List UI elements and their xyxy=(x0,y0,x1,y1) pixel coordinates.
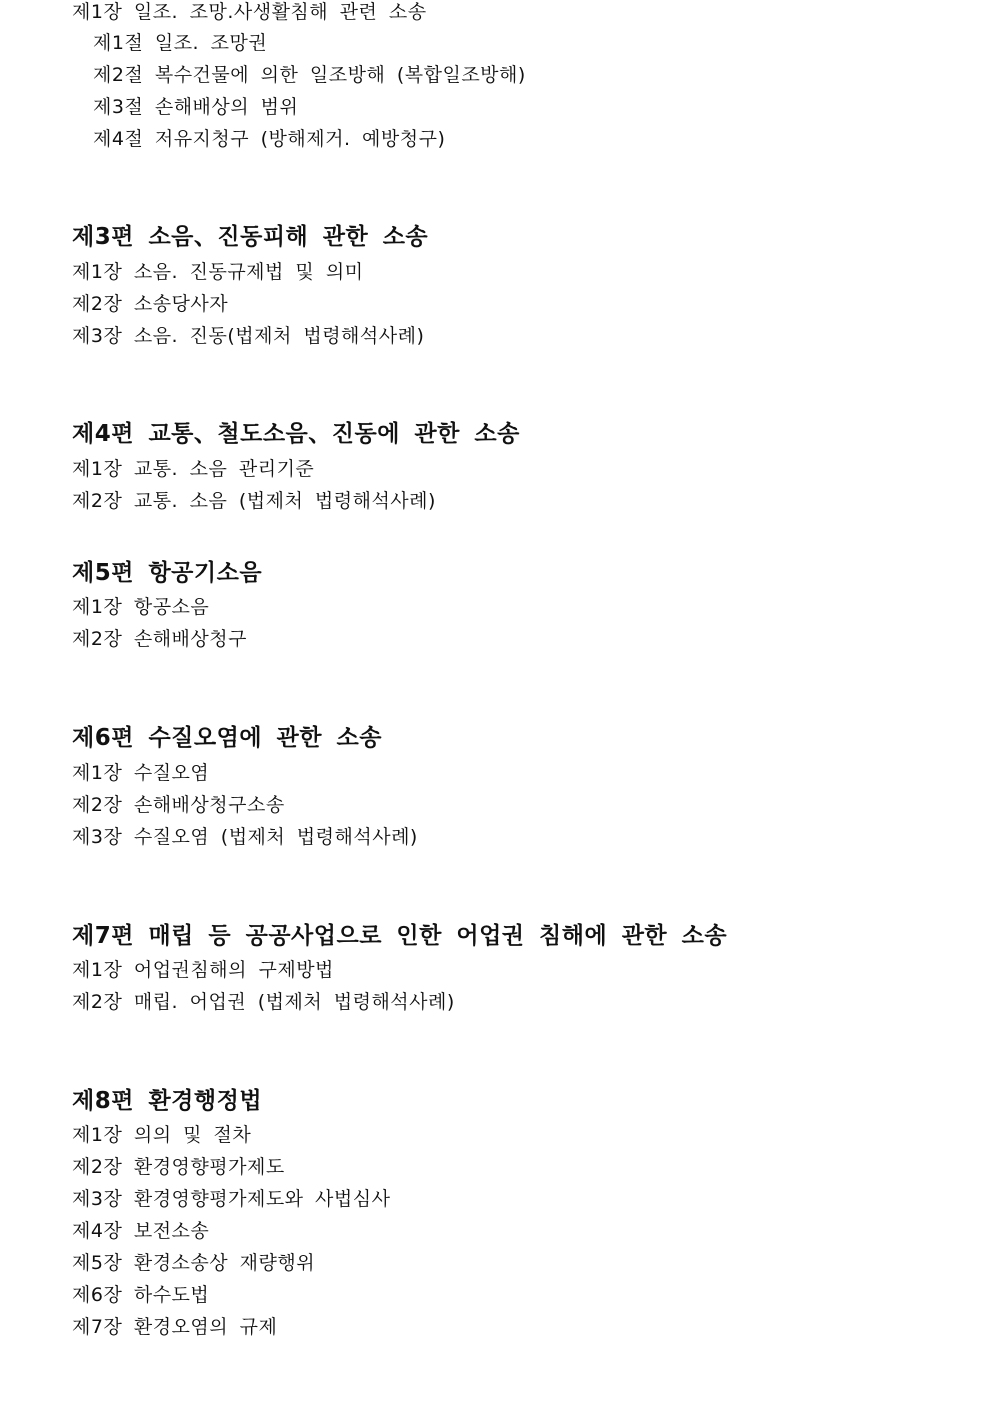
chapter-item: 제2장 소송당사자 xyxy=(72,293,229,315)
chapter-item: 제2장 환경영향평가제도 xyxy=(72,1156,285,1178)
chapter-item: 제1장 일조. 조망.사생활침해 관련 소송 xyxy=(72,1,427,23)
chapter-item: 제2장 손해배상청구소송 xyxy=(72,794,285,816)
chapter-item: 제1장 수질오염 xyxy=(72,762,210,784)
section-item: 제1절 일조. 조망권 xyxy=(93,32,268,54)
chapter-item: 제1장 교통. 소음 관리기준 xyxy=(72,458,315,480)
part-heading: 제4편 교통、철도소음、진동에 관한 소송 xyxy=(72,421,520,447)
chapter-item: 제4장 보전소송 xyxy=(72,1220,210,1242)
chapter-item: 제5장 환경소송상 재량행위 xyxy=(72,1252,316,1274)
chapter-item: 제6장 하수도법 xyxy=(72,1284,210,1306)
section-item: 제3절 손해배상의 범위 xyxy=(93,96,299,118)
chapter-item: 제3장 환경영향평가제도와 사법심사 xyxy=(72,1188,391,1210)
chapter-item: 제3장 소음. 진동(법제처 법령해석사례) xyxy=(72,325,425,347)
chapter-item: 제7장 환경오염의 규제 xyxy=(72,1316,278,1338)
chapter-item: 제1장 의의 및 절차 xyxy=(72,1124,252,1146)
section-item: 제2절 복수건물에 의한 일조방해 (복합일조방해) xyxy=(93,64,526,86)
section-item: 제4절 저유지청구 (방해제거. 예방청구) xyxy=(93,128,446,150)
chapter-item: 제3장 수질오염 (법제처 법령해석사례) xyxy=(72,826,418,848)
chapter-item: 제1장 항공소음 xyxy=(72,596,210,618)
part-heading: 제7편 매립 등 공공사업으로 인한 어업권 침해에 관한 소송 xyxy=(72,923,728,949)
chapter-item: 제2장 매립. 어업권 (법제처 법령해석사례) xyxy=(72,991,455,1013)
part-heading: 제8편 환경행정법 xyxy=(72,1088,263,1114)
chapter-item: 제2장 교통. 소음 (법제처 법령해석사례) xyxy=(72,490,436,512)
part-heading: 제6편 수질오염에 관한 소송 xyxy=(72,725,382,751)
chapter-item: 제1장 어업권침해의 구제방법 xyxy=(72,959,334,981)
chapter-item: 제1장 소음. 진동규제법 및 의미 xyxy=(72,261,364,283)
part-heading: 제3편 소음、진동피해 관한 소송 xyxy=(72,224,429,250)
part-heading: 제5편 항공기소음 xyxy=(72,560,263,586)
chapter-item: 제2장 손해배상청구 xyxy=(72,628,247,650)
